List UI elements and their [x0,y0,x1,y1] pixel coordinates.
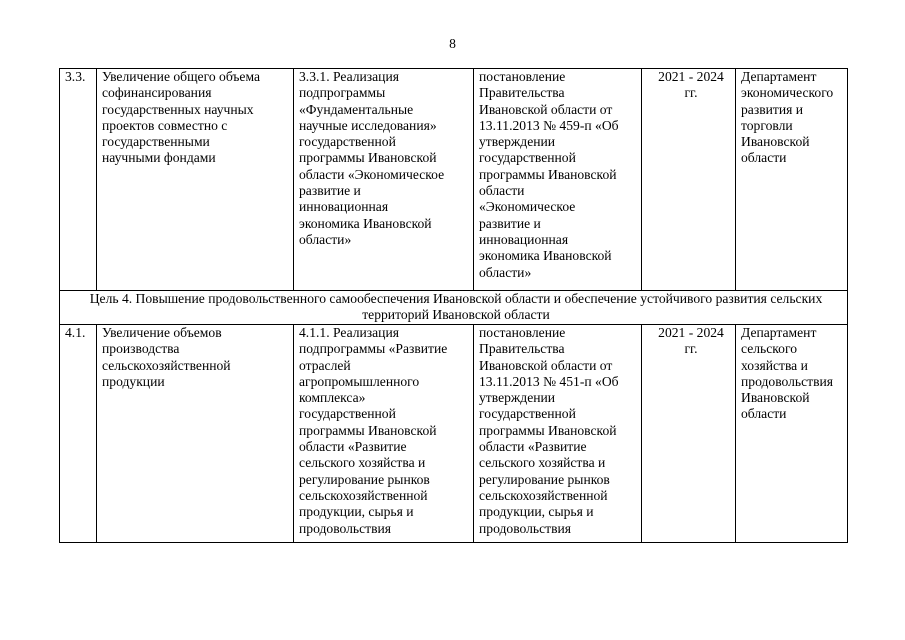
measure-cell: 3.3.1. Реализация подпрограммы «Фундаментальные научные исследования» государственной программы Ивановской области «Экономическое развитие и инновационная экономика Ивановской области» [294,69,474,291]
row-number: 3.3. [60,69,97,291]
executor-cell: Департамент экономического развития и торговли Ивановской области [736,69,848,291]
document-cell: постановление Правительства Ивановской области от 13.11.2013 № 451-п «Об утверждении государственной программы Ивановской области «Развитие сельского хозяйства и регулирование рынков сельскохозяйственной продукции, сырья и продовольствия [474,325,642,543]
task-cell: Увеличение общего объема софинансирования государственных научных проектов совместно с государственными научными фондами [97,69,294,291]
document-cell: постановление Правительства Ивановской области от 13.11.2013 № 459-п «Об утверждении государственной программы Ивановской области «Экономическое развитие и инновационная экономика Ивановской области» [474,69,642,291]
period-cell: 2021 - 2024 гг. [642,69,736,291]
goal-heading: Цель 4. Повышение продовольственного самообеспечения Ивановской области и обеспечение устойчивого развития сельских территорий Ивановской области [60,291,848,325]
task-cell: Увеличение объемов производства сельскохозяйственной продукции [97,325,294,543]
table-row [60,325,848,543]
row-number: 4.1. [60,325,97,543]
table-row [60,69,848,291]
measure-cell: 4.1.1. Реализация подпрограммы «Развитие отраслей агропромышленного комплекса» государственной программы Ивановской области «Развитие сельского хозяйства и регулирование рынков сельскохозяйственной продукции, сырья и продовольствия [294,325,474,543]
period-cell: 2021 - 2024 гг. [642,325,736,543]
measures-table [59,68,848,543]
goal-row [60,291,848,325]
executor-cell: Департамент сельского хозяйства и продовольствия Ивановской области [736,325,848,543]
page-number: 8 [449,36,456,51]
